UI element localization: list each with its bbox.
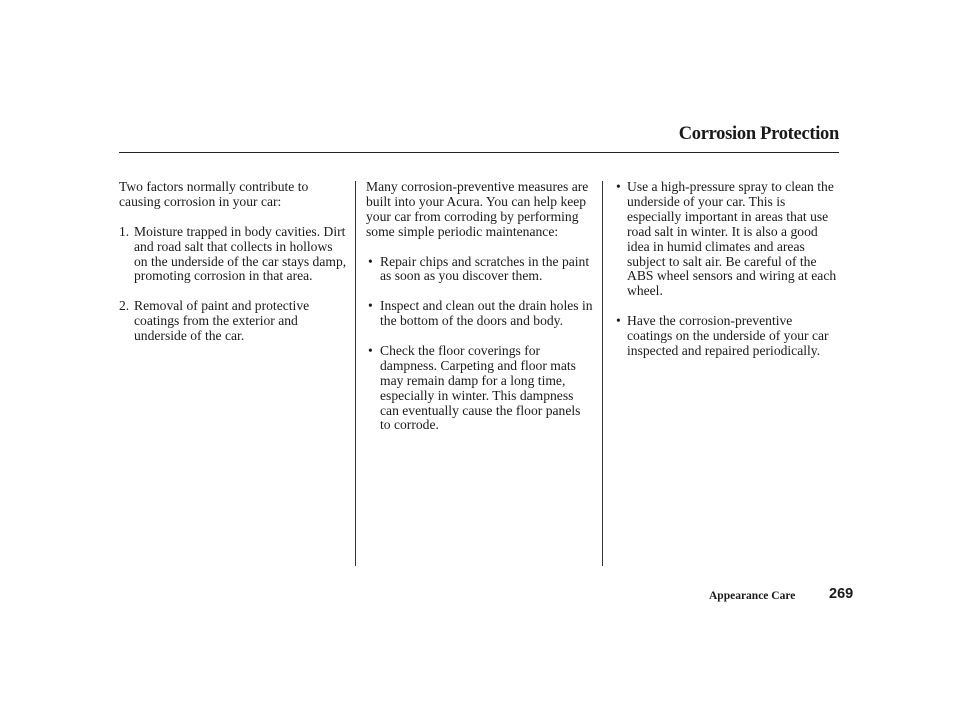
column-1	[119, 180, 347, 359]
numbered-item	[119, 225, 347, 285]
bullet-item	[366, 299, 594, 329]
column-2	[366, 180, 594, 448]
bullet-text: Use a high-pressure spray to clean the underside of your car. This is especially important in areas that use road salt in winter. It is also a good idea in humid climates and areas subject to salt air. Be careful of the ABS wheel sensors and wiring at each wheel.	[627, 179, 837, 299]
bullet-icon: •	[368, 298, 373, 314]
bullet-item	[366, 255, 594, 285]
bullet-icon: •	[368, 253, 373, 269]
bullet-item	[366, 344, 594, 433]
item-number: 2.	[119, 298, 130, 314]
item-text: Moisture trapped in body cavities. Dirt and road salt that collects in hollows on the underside of the car stays damp, promoting corrosion in that area.	[134, 223, 347, 284]
column-divider-1	[355, 181, 356, 566]
page-number: 269	[829, 586, 854, 602]
col2-intro: Many corrosion-preventive measures are built into your Acura. You can help keep your car from corroding by performing some simple periodic maintenance:	[366, 179, 589, 239]
bullet-icon: •	[616, 179, 621, 194]
column-divider-2	[602, 181, 603, 566]
bullet-icon: •	[368, 342, 373, 358]
bullet-text: Repair chips and scratches in the paint as soon as you discover them.	[380, 253, 590, 284]
bullet-text: Check the floor coverings for dampness. Carpeting and floor mats may remain damp for a long time, especially in winter. This dampness can eventually cause the floor panels to corrode.	[380, 342, 581, 433]
bullet-item	[613, 180, 841, 299]
bullet-icon: •	[616, 313, 621, 329]
item-text: Removal of paint and protective coatings from the exterior and underside of the car.	[134, 298, 310, 344]
title-rule	[119, 152, 839, 153]
footer-section-name: Appearance Care	[709, 590, 796, 602]
bullet-item	[613, 314, 841, 359]
page-title: Corrosion Protection	[678, 124, 839, 144]
item-number: 1.	[119, 223, 130, 239]
bullet-text: Have the corrosion-preventive coatings on the underside of your car inspected and repaired periodically.	[627, 313, 829, 358]
col1-intro: Two factors normally contribute to causing corrosion in your car:	[119, 179, 309, 209]
numbered-item	[119, 299, 347, 344]
bullet-text: Inspect and clean out the drain holes in the bottom of the doors and body.	[380, 298, 593, 329]
column-3	[613, 180, 841, 374]
